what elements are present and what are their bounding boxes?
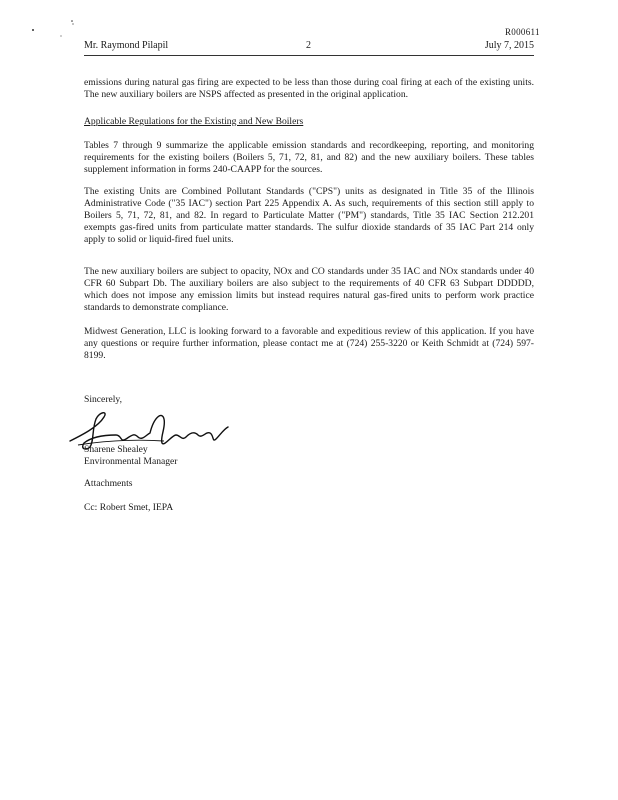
paragraph-new-boilers: The new auxiliary boilers are subject to opacity, NOx and CO standards under 35 IAC and NOx standards under 40 CFR 60 Subpart Db. The auxiliary boilers are also subject to the requirements of 40 CFR 63 Subpart DDDDD, which does not impose any emission limits but instead requires natural gas-fired units to perform work practice standards to demonstrate compliance. [84,266,534,313]
page-header [84,40,534,54]
signer-title: Environmental Manager [84,456,178,467]
scan-specks [30,18,90,38]
paragraph-contact: Midwest Generation, LLC is looking forward to a favorable and expeditious review of this application. If you have any questions or require further information, please contact me at (724) 255-3220 or Keith Schmidt at (724) 597-8199. [84,326,534,361]
cc-line: Cc: Robert Smet, IEPA [84,502,174,513]
paragraph-tables: Tables 7 through 9 summarize the applicable emission standards and recordkeeping, reporting, and monitoring requirements for the existing boilers (Boilers 5, 71, 72, 81, and 82) and the new auxiliary boilers. These tables supplement information in forms 240-CAAPP for the sources. [84,140,534,175]
header-rule [84,55,534,56]
document-id: R000611 [505,27,540,37]
header-date: July 7, 2015 [484,40,534,51]
header-recipient: Mr. Raymond Pilapil [84,40,169,51]
header-page-number: 2 [306,40,311,51]
closing: Sincerely, [84,394,123,405]
section-heading: Applicable Regulations for the Existing and New Boilers [84,116,304,127]
signer-name: Sharene Shealey [84,444,148,455]
intro-paragraph: emissions during natural gas firing are expected to be less than those during coal firing at each of the existing units. The new auxiliary boilers are NSPS affected as presented in the original application. [84,77,534,100]
paragraph-existing-units: The existing Units are Combined Pollutant Standards ("CPS") units as designated in Title 35 of the Illinois Administrative Code ("35 IAC") section Part 225 Appendix A. As such, requirements of this section still apply to Boilers 5, 71, 72, 81, and 82. In regard to Particulate Matter ("PM") standards, Title 35 IAC Section 212.201 exempts gas-fired units from particulate matter standards. The sulfur dioxide standards of 35 IAC Part 214 only apply to solid or liquid-fired fuel units. [84,186,534,245]
enclosure-line: Attachments [84,478,133,489]
